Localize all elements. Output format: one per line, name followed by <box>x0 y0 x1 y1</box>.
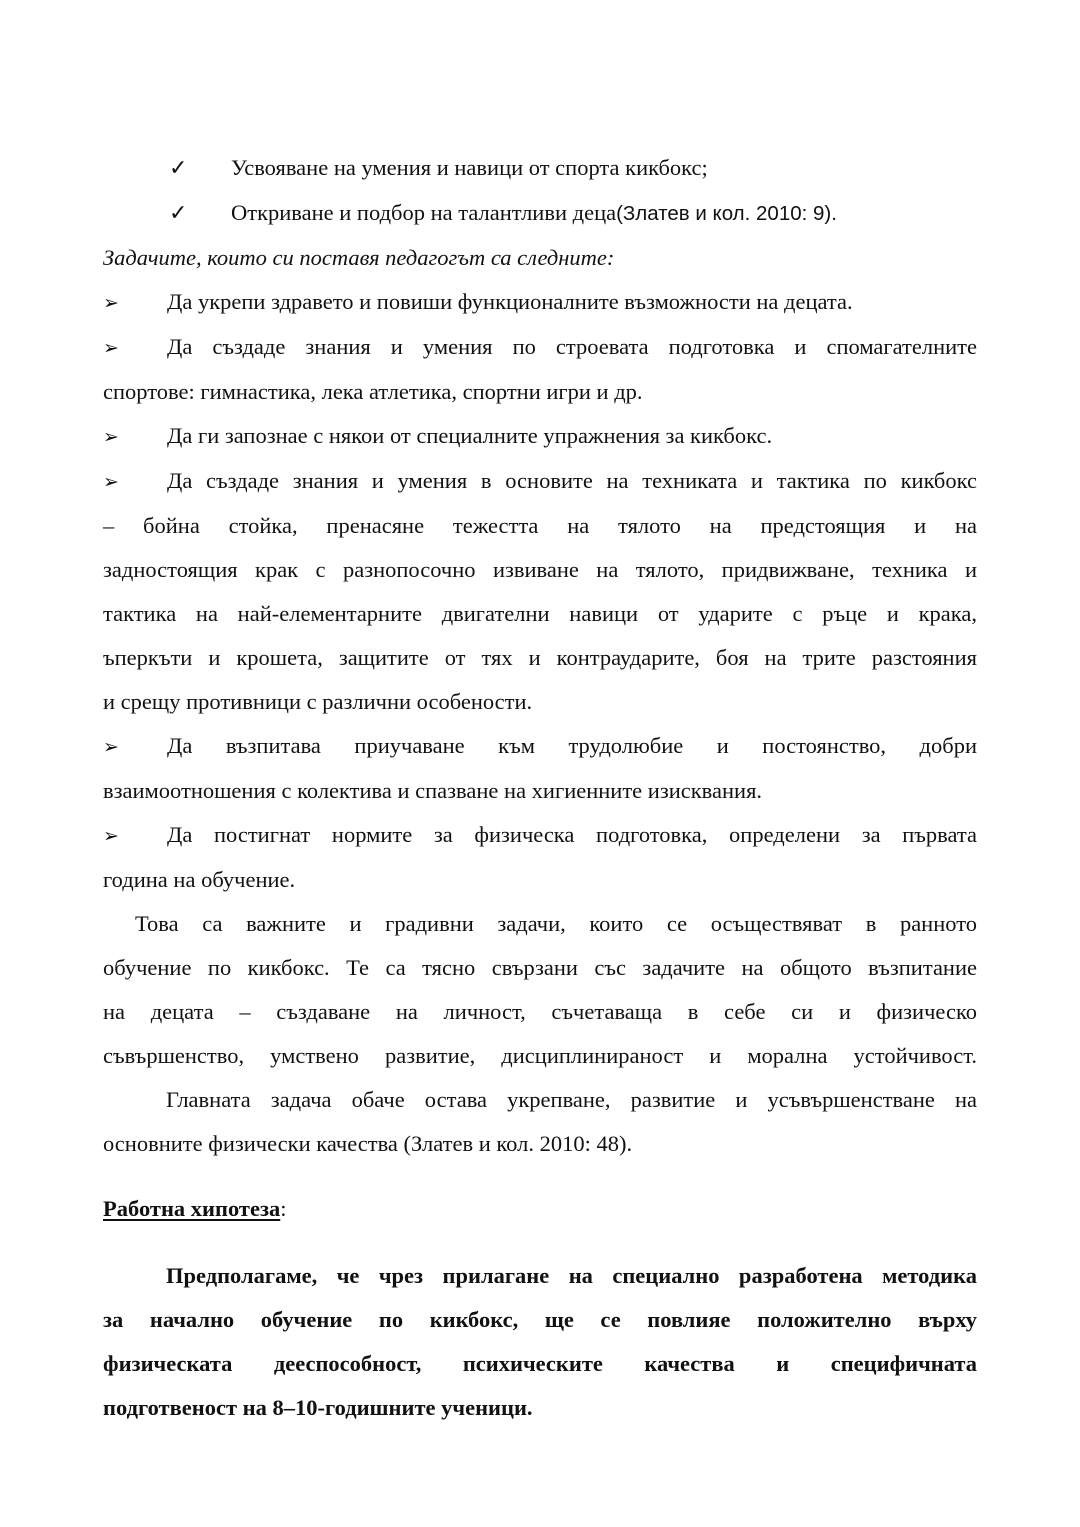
checklist-item-text: Усвояване на умения и навици от спорта кикбокс; <box>231 155 708 180</box>
arrow-bullet-icon: ➢ <box>103 825 119 847</box>
task-text-continued: ъперкъти и крошета, защитите от тях и контраударите, боя на трите разстояния <box>103 645 977 670</box>
hypothesis-heading <box>103 1187 977 1231</box>
hypothesis-line: Предполагаме, че чрез прилагане на специално разработена методика <box>166 1263 977 1288</box>
task-text-continued: – бойна стойка, пренасяне тежестта на тялото на предстоящия и на <box>103 513 977 538</box>
heading-colon: : <box>280 1196 287 1221</box>
paragraph-line: Това са важните и градивни задачи, които се осъществяват в ранното <box>135 911 977 936</box>
checkmark-icon: ✓ <box>169 201 188 226</box>
arrow-bullet-icon: ➢ <box>103 337 119 359</box>
paragraph-line: Главната задача обаче остава укрепване, развитие и усъвършенстване на <box>166 1087 977 1112</box>
paragraph-line: на децата – създаване на личност, съчетаваща в себе си и физическо <box>103 999 977 1024</box>
task-text-continued: тактика на най-елементарните двигателни навици от ударите с ръце и крака, <box>103 601 977 626</box>
task-item <box>103 459 977 504</box>
task-text: Да създаде знания и умения в основите на техниката и тактика по кикбокс <box>167 468 977 493</box>
hypothesis-body <box>103 1254 977 1430</box>
checklist-item <box>103 146 977 191</box>
task-text-continued: задностоящия крак с разнопосочно извиване на тялото, придвижване, техника и <box>103 557 977 582</box>
tasks-intro: Задачите, които си поставя педагогът са следните: <box>103 245 615 270</box>
checklist-item-text: Откриване и подбор на талантливи деца <box>231 200 617 225</box>
task-item <box>103 325 977 370</box>
paragraph-line: съвършенство, умствено развитие, дисциплинираност и морална устойчивост. <box>103 1043 977 1068</box>
arrow-bullet-icon: ➢ <box>103 736 119 758</box>
task-text: Да укрепи здравето и повиши функционалните възможности на децата. <box>167 289 853 314</box>
paragraph-line: обучение по кикбокс. Те са тясно свързани със задачите на общото възпитание <box>103 955 977 980</box>
task-item <box>103 280 977 325</box>
checklist-item <box>103 191 977 236</box>
task-text-continued: година на обучение. <box>103 867 296 892</box>
hypothesis-line: подготвеност на 8–10-годишните ученици. <box>103 1395 533 1420</box>
task-text: Да ги запознае с някои от специалните упражнения за кикбокс. <box>167 423 773 448</box>
hypothesis-line: физическата дееспособност, психическите качества и специфичната <box>103 1351 977 1376</box>
task-text: Да създаде знания и умения по строевата подготовка и спомагателните <box>167 334 977 359</box>
task-text: Да постигнат нормите за физическа подготовка, определени за първата <box>167 822 977 847</box>
citation: (Златев и кол. 2010: 9). <box>616 202 837 225</box>
task-item <box>103 414 977 459</box>
task-text-continued: спортове: гимнастика, лека атлетика, спортни игри и др. <box>103 379 643 404</box>
task-text: Да възпитава приучаване към трудолюбие и постоянство, добри <box>167 733 977 758</box>
arrow-bullet-icon: ➢ <box>103 292 119 314</box>
task-item <box>103 813 977 858</box>
task-text-continued: взаимоотношения с колектива и спазване на хигиенните изисквания. <box>103 778 763 803</box>
task-item <box>103 724 977 769</box>
arrow-bullet-icon: ➢ <box>103 426 119 448</box>
document-page <box>103 146 977 1430</box>
arrow-bullet-icon: ➢ <box>103 471 119 493</box>
checkmark-icon: ✓ <box>169 156 188 181</box>
paragraph-line: основните физически качества (Златев и кол. 2010: 48). <box>103 1131 633 1156</box>
task-text-continued: и срещу противници с различни особености. <box>103 689 533 714</box>
hypothesis-line: за начално обучение по кикбокс, ще се повлияе положително върху <box>103 1307 977 1332</box>
hypothesis-heading-text: Работна хипотеза <box>103 1196 281 1221</box>
